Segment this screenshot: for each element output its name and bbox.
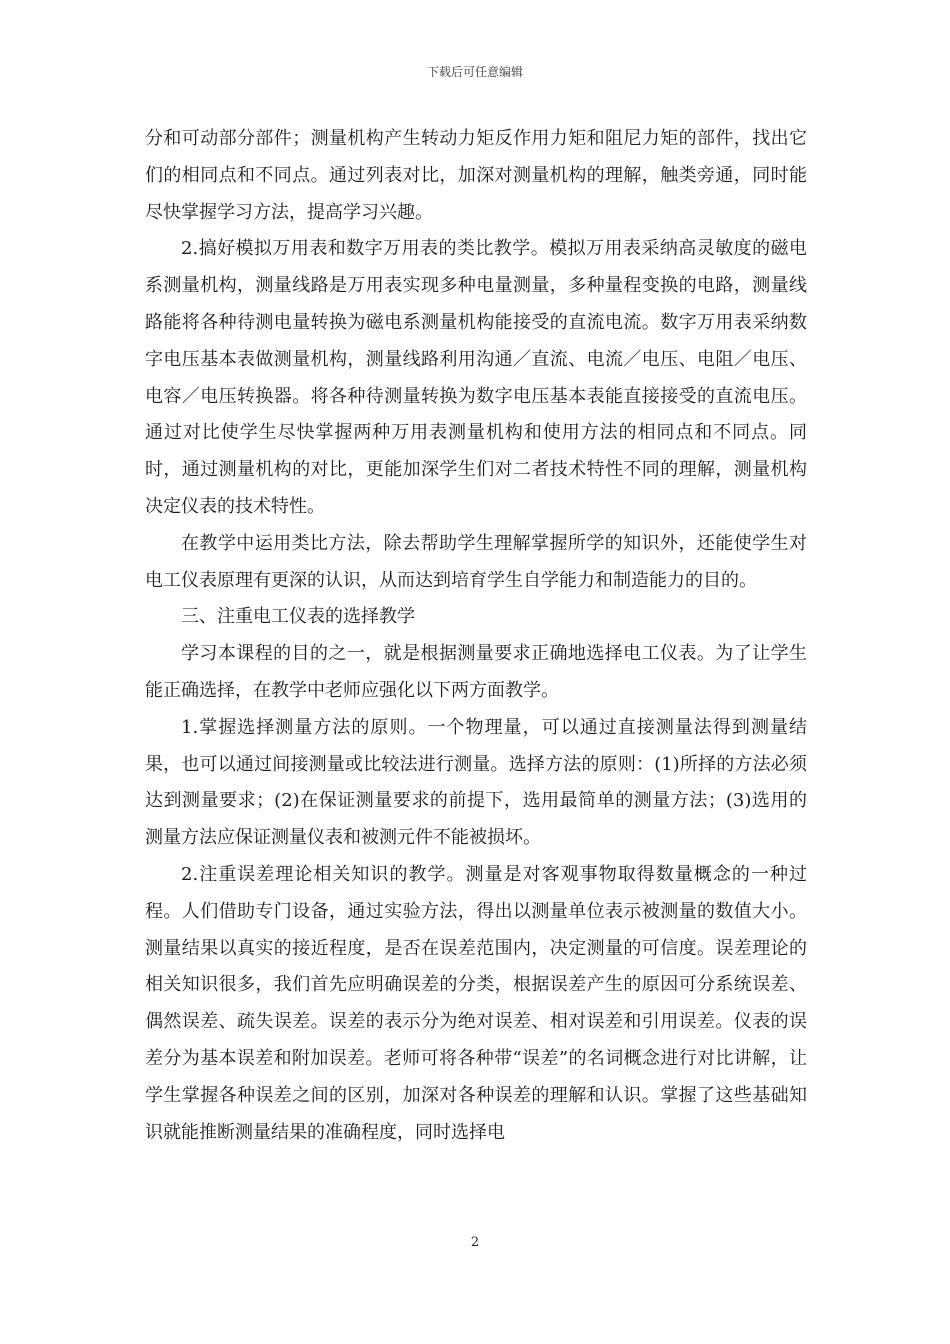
paragraph-4: 学习本课程的目的之一，就是根据测量要求正确地选择电工仪表。为了让学生能正确选择，在教学中老师应强化以下两方面教学。 bbox=[145, 643, 807, 701]
paragraph-2: 2.搞好模拟万用表和数字万用表的类比教学。模拟万用表采纳高灵敏度的磁电系测量机构，测量线路是万用表实现多种电量测量，多种量程变换的电路，测量线路能将各种待测电量转换为磁电系测量机构能接受的直流电流。数字万用表采纳数字电压基本表做测量机构，测量线路利用沟通／直流、电流／电压、电阻／电压、电容／电压转换器。将各种待测量转换为数字电压基本表能直接接受的直流电压。通过对比使学生尽快掌握两种万用表测量机构和使用方法的相同点和不同点。同时，通过测量机构的对比，更能加深学生们对二者技术特性不同的理解，测量机构决定仪表的技术特性。 bbox=[145, 238, 807, 517]
paragraph-3: 在教学中运用类比方法，除去帮助学生理解掌握所学的知识外，还能使学生对电工仪表原理有更深的认识，从而达到培育学生自学能力和制造能力的目的。 bbox=[145, 532, 807, 591]
paragraph-6: 2.注重误差理论相关知识的教学。测量是对客观事物取得数量概念的一种过程。人们借助专门设备，通过实验方法，得出以测量单位表示被测量的数值大小。测量结果以真实的接近程度，是否在误差范围内，决定测量的可信度。误差理论的相关知识很多，我们首先应明确误差的分类，根据误差产生的原因可分系统误差、偶然误差、疏失误差。误差的表示分为绝对误差、相对误差和引用误差。仪表的误差分为基本误差和附加误差。老师可将各种带“误差”的名词概念进行对比讲解，让学生掌握各种误差之间的区别，加深对各种误差的理解和认识。掌握了这些基础知识就能推断测量结果的准确程度，同时选择电 bbox=[145, 863, 807, 1143]
section-heading: 三、注重电工仪表的选择教学 bbox=[181, 606, 415, 628]
paragraph-1: 分和可动部分部件；测量机构产生转动力矩反作用力矩和阻尼力矩的部件，找出它们的相同点和不同点。通过列表对比，加深对测量机构的理解，触类旁通，同时能尽快掌握学习方法，提高学习兴趣。 bbox=[145, 128, 807, 223]
page-header: 下载后可任意编辑 bbox=[426, 65, 523, 79]
document-body bbox=[145, 121, 807, 1151]
paragraph-5: 1.掌握选择测量方法的原则。一个物理量，可以通过直接测量法得到测量结果，也可以通过间接测量或比较法进行测量。选择方法的原则：(1)所择的方法必须达到测量要求；(2)在保证测量要求的前提下，选用最简单的测量方法；(3)选用的测量方法应保证测量仪表和被测元件不能被损坏。 bbox=[145, 716, 807, 849]
page-number: 2 bbox=[470, 1235, 480, 1250]
